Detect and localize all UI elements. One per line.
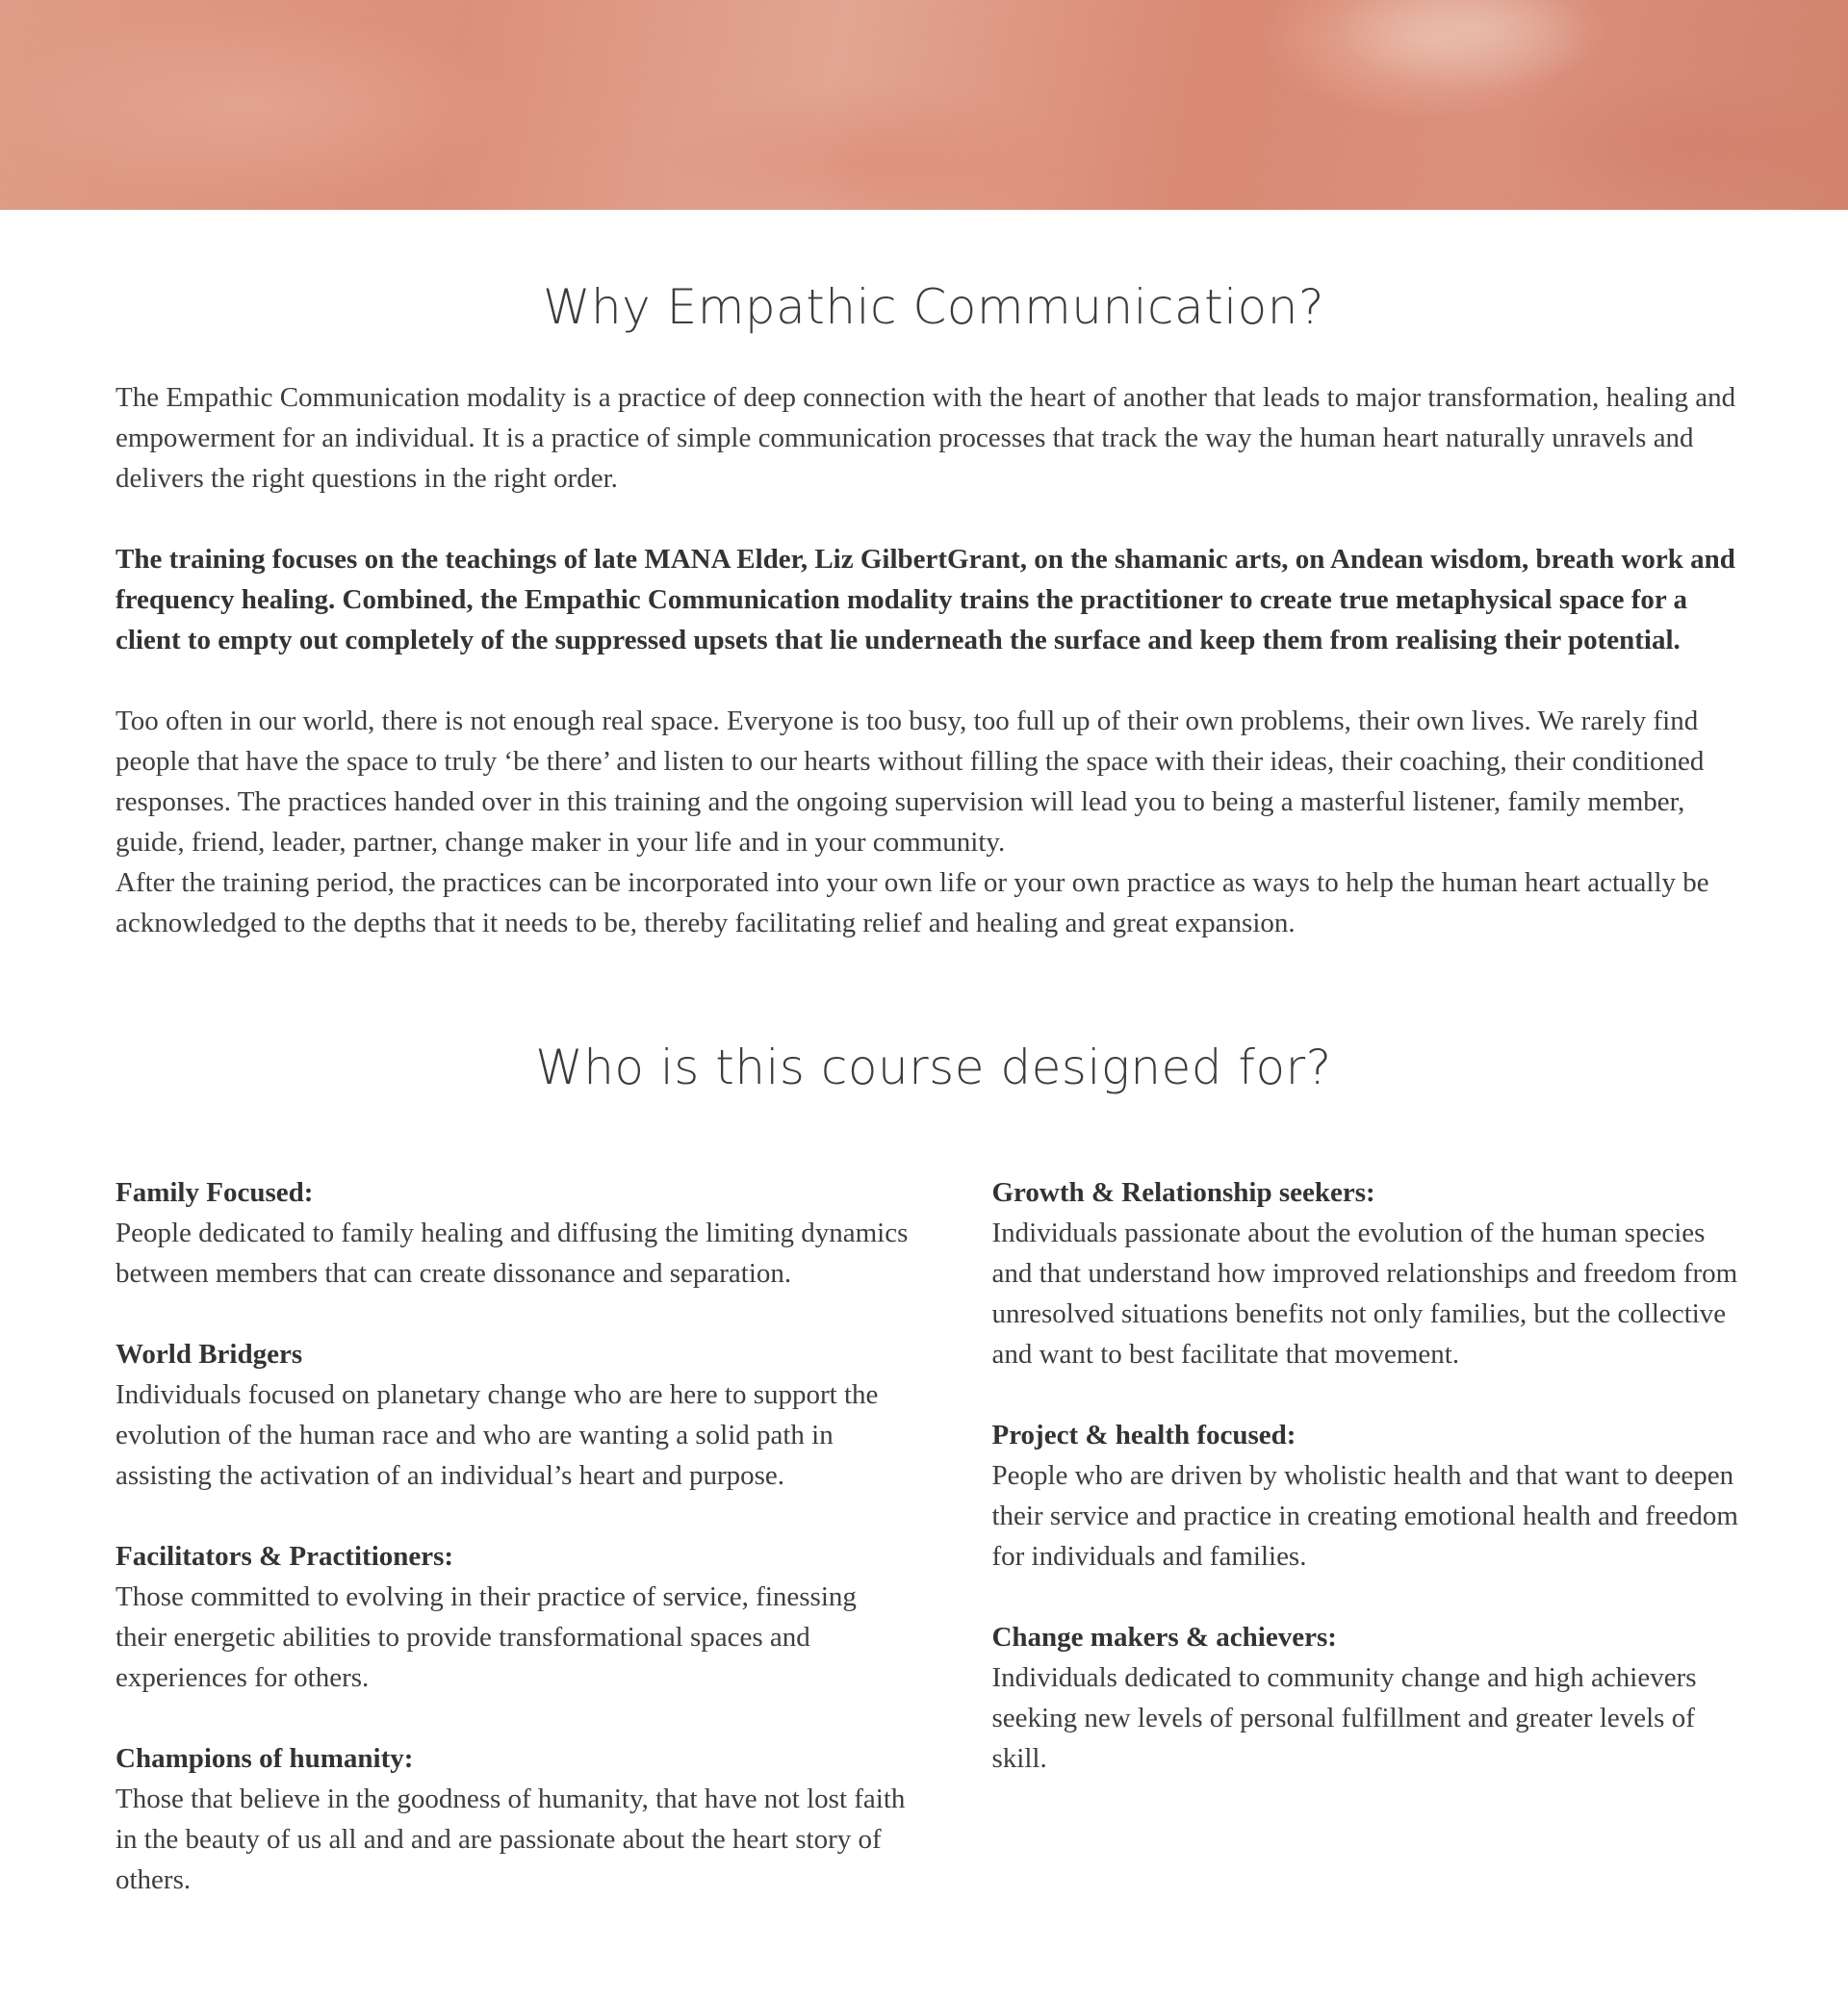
audience-item-description: Individuals focused on planetary change who are here to support the evolution of the human race and who are wanting a solid path in assisting the activation of an individual’s heart and purpose. [116,1379,879,1491]
audience-column-left [116,1172,913,1940]
audience-item-title: World Bridgers [116,1339,303,1370]
audience-item-description: People dedicated to family healing and diffusing the limiting dynamics between members that can create dissonance and separation. [116,1218,909,1289]
audience-item-description: Those that believe in the goodness of humanity, that have not lost faith in the beauty of us all and and are passionate about the heart story of others. [116,1784,906,1895]
audience-item-title: Growth & Relationship seekers: [991,1177,1375,1208]
audience-item-description: Those committed to evolving in their practice of service, finessing their energetic abilities to provide transformational spaces and experiences for others. [116,1581,857,1693]
audience-item [116,1172,913,1294]
audience-item-description: People who are driven by wholistic health and that want to deepen their service and practice in creating emotional health and freedom for individuals and families. [991,1460,1738,1572]
audience-item-title: Champions of humanity: [116,1743,414,1774]
audience-item [116,1334,913,1496]
audience-column-right [991,1172,1752,1940]
audience-item-title: Project & health focused: [991,1420,1296,1450]
audience-item [116,1738,913,1900]
audience-item-description: Individuals dedicated to community change and high achievers seeking new levels of personal fulfillment and greater levels of skill. [991,1662,1697,1774]
why-section-heading: Why Empathic Communication? [543,279,1324,335]
audience-item-title: Facilitators & Practitioners: [116,1541,454,1572]
audience-item-title: Change makers & achievers: [991,1622,1337,1653]
banner-texture [0,0,1848,210]
why-paragraph-intro: The Empathic Communication modality is a practice of deep connection with the heart of another that leads to major transformation, healing and empowerment for an individual. It is a practice of simple communication processes that track the way the human heart naturally unravels and delivers the right questions in the right order. [116,382,1736,494]
audience-item [991,1415,1752,1577]
who-section-heading: Who is this course designed for? [535,1040,1332,1095]
why-paragraph-real-space: Too often in our world, there is not enough real space. Everyone is too busy, too full up of their own problems, their own lives. We rarely find people that have the space to truly ‘be there’ and listen to our hearts without filling the space with their ideas, their coaching, their conditioned responses. The practices handed over in this training and the ongoing supervision will lead you to being a masterful listener, family member, guide, friend, leader, partner, change maker in your life and in your community. [116,706,1705,858]
audience-columns [116,1172,1752,1940]
audience-item-description: Individuals passionate about the evolution of the human species and that understand how improved relationships and freedom from unresolved situations benefits not only families, but the collective and want to best facilitate that movement. [991,1218,1738,1370]
main-content [116,210,1752,1940]
audience-item-title: Family Focused: [116,1177,314,1208]
audience-item [116,1536,913,1698]
audience-item [991,1172,1752,1374]
why-paragraph-training-focus: The training focuses on the teachings of late MANA Elder, Liz GilbertGrant, on the shamanic arts, on Andean wisdom, breath work and frequency healing. Combined, the Empathic Communication modality trains the practitioner to create true metaphysical space for a client to empty out completely of the suppressed upsets that lie underneath the surface and keep them from realising their potential. [116,544,1735,655]
hero-banner-image [0,0,1848,210]
why-paragraph-after-training: After the training period, the practices can be incorporated into your own life or your own practice as ways to help the human heart actually be acknowledged to the depths that it needs to be, thereby facilitating relief and healing and great expansion. [116,867,1709,938]
audience-item [991,1617,1752,1779]
